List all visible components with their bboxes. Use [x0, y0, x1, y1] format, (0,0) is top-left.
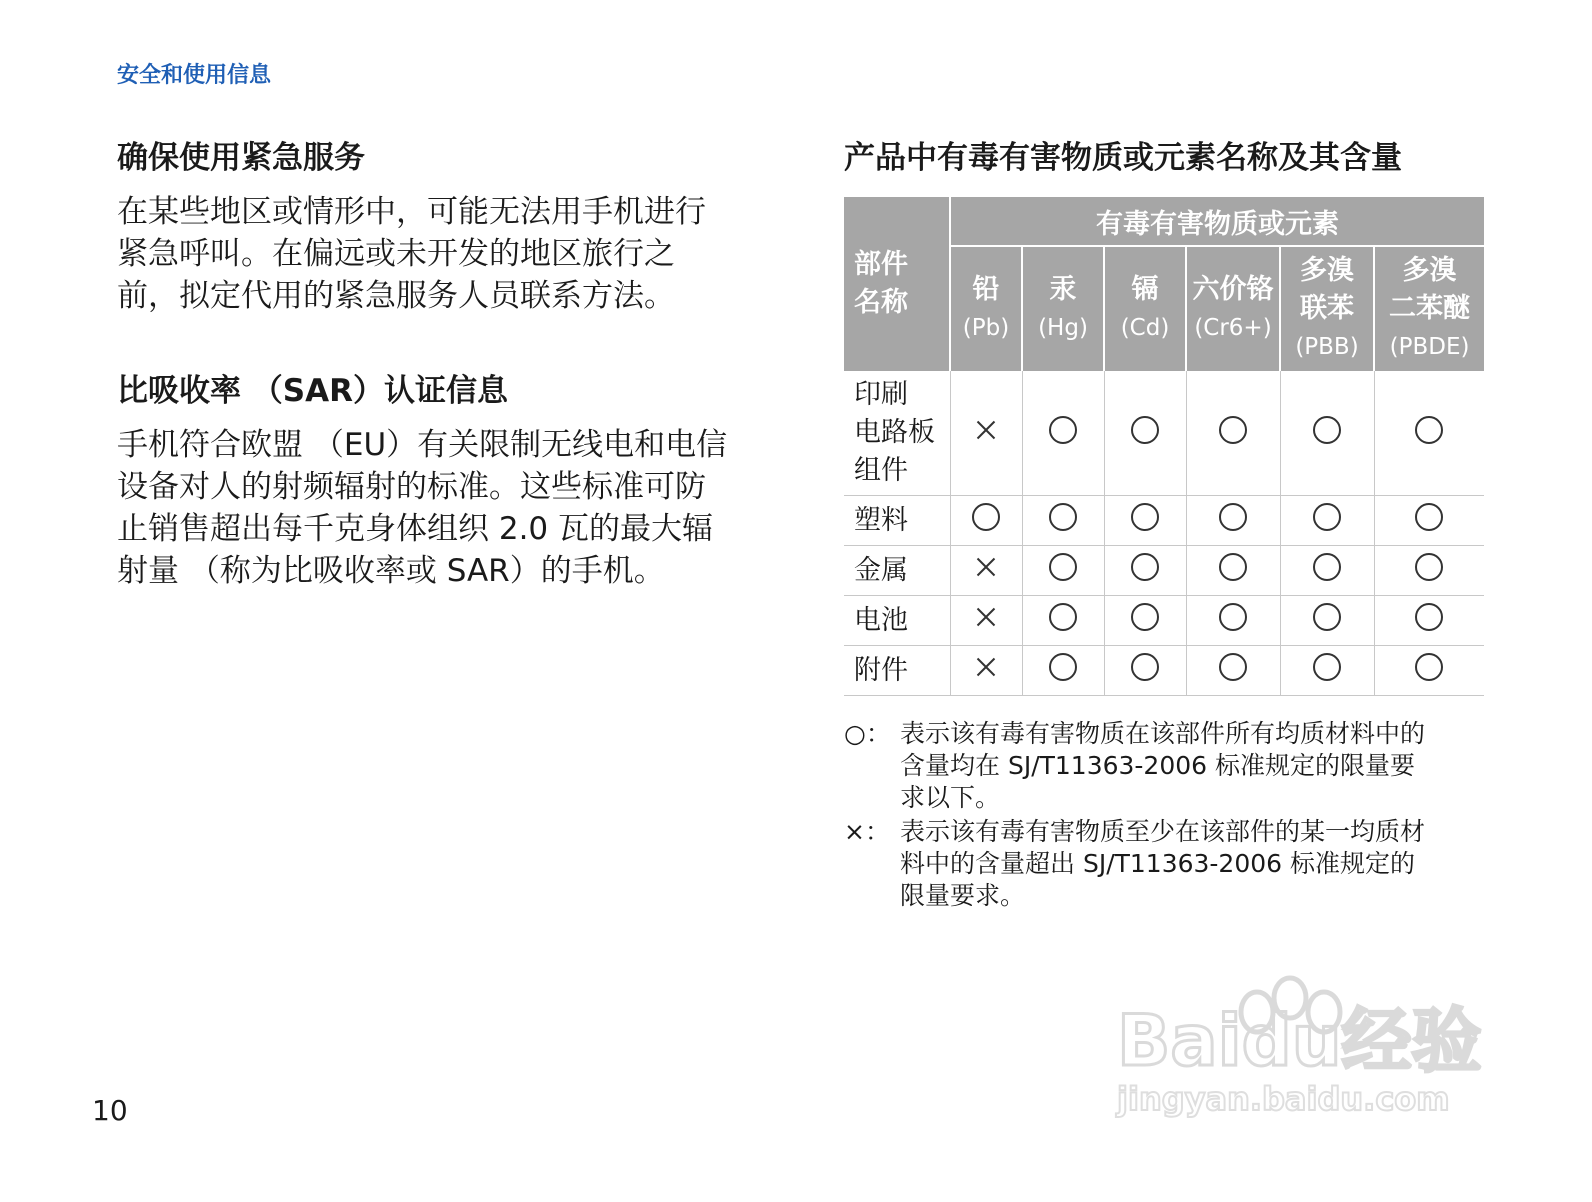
part-name-cell [844, 596, 950, 646]
element-abbr: (Cd) [1120, 315, 1170, 341]
circle-mark-icon [1313, 553, 1341, 581]
page-number: 10 [92, 1094, 128, 1127]
mark-cell [1280, 596, 1374, 646]
mark-cell [1374, 496, 1484, 546]
circle-mark-icon [1049, 653, 1077, 681]
circle-mark-icon [1313, 653, 1341, 681]
legend-line: 料中的含量超出 SJ/T11363-2006 标准规定的 [900, 849, 1416, 878]
element-name: 汞 [1049, 274, 1077, 305]
legend-notes [844, 718, 1494, 912]
emergency-title: 确保使用紧急服务 [117, 140, 365, 176]
header-line: 名称 [854, 287, 908, 318]
legend-line: 表示该有毒有害物质在该部件所有均质材料中的 [900, 719, 1426, 748]
element-name: 联苯 [1300, 293, 1354, 324]
mark-cell [1186, 546, 1280, 596]
sar-line: 设备对人的射频辐射的标准。这些标准可防 [117, 469, 706, 505]
legend-symbol: ×： [844, 817, 890, 846]
mark-cell [1186, 496, 1280, 546]
mark-cell [1280, 546, 1374, 596]
circle-mark-icon [1131, 603, 1159, 631]
circle-mark-icon [1131, 653, 1159, 681]
circle-mark-icon [1313, 603, 1341, 631]
circle-mark-icon [1049, 553, 1077, 581]
circle-mark-icon [1219, 416, 1247, 444]
cross-mark-icon [971, 552, 1001, 582]
part-name-line: 印刷 [854, 379, 908, 410]
mark-cell [1104, 646, 1186, 696]
mark-cell [1022, 546, 1104, 596]
mark-cell [1374, 546, 1484, 596]
mark-cell [1280, 371, 1374, 496]
running-head: 安全和使用信息 [117, 63, 272, 88]
mark-cell [950, 596, 1022, 646]
sar-paragraph [117, 424, 757, 592]
table-row [844, 496, 1484, 546]
mark-cell [1374, 371, 1484, 496]
mark-cell [1280, 496, 1374, 546]
substance-table [844, 197, 1484, 696]
circle-mark-icon [1313, 503, 1341, 531]
element-header [1022, 246, 1104, 371]
circle-mark-icon [1219, 553, 1247, 581]
header-line: 部件 [854, 249, 908, 280]
mark-cell [950, 546, 1022, 596]
element-name: 多溴 [1402, 255, 1457, 286]
element-name: 六价铬 [1192, 274, 1274, 305]
right-column [844, 132, 1494, 914]
mark-cell [950, 371, 1022, 496]
part-name-line: 组件 [854, 455, 908, 486]
substance-group-header: 有毒有害物质或元素 [950, 197, 1484, 246]
element-header [950, 246, 1022, 371]
circle-mark-icon [1415, 603, 1443, 631]
element-abbr: (Hg) [1038, 315, 1088, 341]
part-name-line: 塑料 [854, 504, 908, 536]
part-name-cell [844, 546, 950, 596]
mark-cell [1022, 646, 1104, 696]
element-name: 铅 [972, 274, 1000, 305]
part-name-line: 电池 [854, 604, 908, 636]
circle-mark-icon [1131, 553, 1159, 581]
table-title: 产品中有毒有害物质或元素名称及其含量 [844, 140, 1402, 176]
mark-cell [1022, 496, 1104, 546]
part-name-line: 附件 [854, 654, 908, 686]
mark-cell [1280, 646, 1374, 696]
element-header [1186, 246, 1280, 371]
legend-line: 含量均在 SJ/T11363-2006 标准规定的限量要 [900, 751, 1416, 780]
sar-section [117, 365, 757, 592]
circle-mark-icon [1049, 503, 1077, 531]
part-name-cell [844, 496, 950, 546]
mark-cell [1104, 596, 1186, 646]
mark-cell [1104, 371, 1186, 496]
circle-mark-icon [972, 503, 1000, 531]
circle-mark-icon [1049, 416, 1077, 444]
circle-mark-icon [1219, 653, 1247, 681]
table-body [844, 371, 1484, 696]
circle-mark-icon [1313, 416, 1341, 444]
table-row [844, 646, 1484, 696]
element-abbr: (PBDE) [1389, 334, 1470, 360]
sar-title: 比吸收率 （SAR）认证信息 [117, 373, 508, 409]
circle-mark-icon [1049, 603, 1077, 631]
circle-mark-icon [1415, 503, 1443, 531]
circle-mark-icon [1415, 553, 1443, 581]
left-column [117, 132, 757, 592]
legend-line: 限量要求。 [900, 881, 1026, 910]
mark-cell [1186, 646, 1280, 696]
mark-cell [1186, 371, 1280, 496]
legend-symbol: ○： [844, 719, 891, 748]
element-abbr: (PBB) [1295, 334, 1359, 360]
part-name-header [844, 197, 950, 371]
table-row [844, 546, 1484, 596]
circle-mark-icon [1131, 416, 1159, 444]
mark-cell [1022, 596, 1104, 646]
legend-line: 求以下。 [900, 783, 1001, 812]
part-name-line: 金属 [854, 554, 908, 586]
part-name-line: 电路板 [854, 417, 935, 448]
sar-line: 手机符合欧盟 （EU）有关限制无线电和电信 [117, 427, 728, 463]
legend-note-circle [844, 718, 1494, 814]
mark-cell [1374, 646, 1484, 696]
emergency-line: 在某些地区或情形中，可能无法用手机进行 [117, 194, 706, 230]
watermark-url: jingyan.baidu.com [1117, 1080, 1450, 1118]
mark-cell [1374, 596, 1484, 646]
cross-mark-icon [971, 415, 1001, 445]
legend-line: 表示该有毒有害物质至少在该部件的某一均质材 [900, 817, 1426, 846]
table-row [844, 596, 1484, 646]
element-name: 镉 [1131, 274, 1159, 305]
cross-mark-icon [971, 652, 1001, 682]
circle-mark-icon [1219, 503, 1247, 531]
mark-cell [1022, 371, 1104, 496]
table-row [844, 371, 1484, 496]
cross-mark-icon [971, 602, 1001, 632]
mark-cell [950, 646, 1022, 696]
emergency-paragraph [117, 191, 757, 317]
element-header [1104, 246, 1186, 371]
legend-note-cross [844, 816, 1494, 912]
sar-line: 止销售超出每千克身体组织 2.0 瓦的最大辐 [117, 511, 714, 547]
circle-mark-icon [1415, 416, 1443, 444]
sar-line: 射量 （称为比吸收率或 SAR）的手机。 [117, 553, 665, 589]
part-name-cell [844, 646, 950, 696]
element-name: 二苯醚 [1389, 293, 1471, 324]
circle-mark-icon [1219, 603, 1247, 631]
element-abbr: (Cr6+) [1194, 315, 1272, 341]
mark-cell [1104, 496, 1186, 546]
baidu-watermark-logo [1112, 950, 1482, 1130]
mark-cell [950, 496, 1022, 546]
mark-cell [1186, 596, 1280, 646]
circle-mark-icon [1415, 653, 1443, 681]
mark-cell [1104, 546, 1186, 596]
element-header [1280, 246, 1374, 371]
watermark-brand: Baidu经验 [1117, 1000, 1482, 1082]
emergency-line: 紧急呼叫。在偏远或未开发的地区旅行之 [117, 236, 675, 272]
circle-mark-icon [1131, 503, 1159, 531]
element-abbr: (Pb) [962, 315, 1010, 341]
element-name: 多溴 [1300, 255, 1354, 286]
part-name-cell [844, 371, 950, 496]
emergency-line: 前，拟定代用的紧急服务人员联系方法。 [117, 278, 675, 314]
element-header [1374, 246, 1484, 371]
